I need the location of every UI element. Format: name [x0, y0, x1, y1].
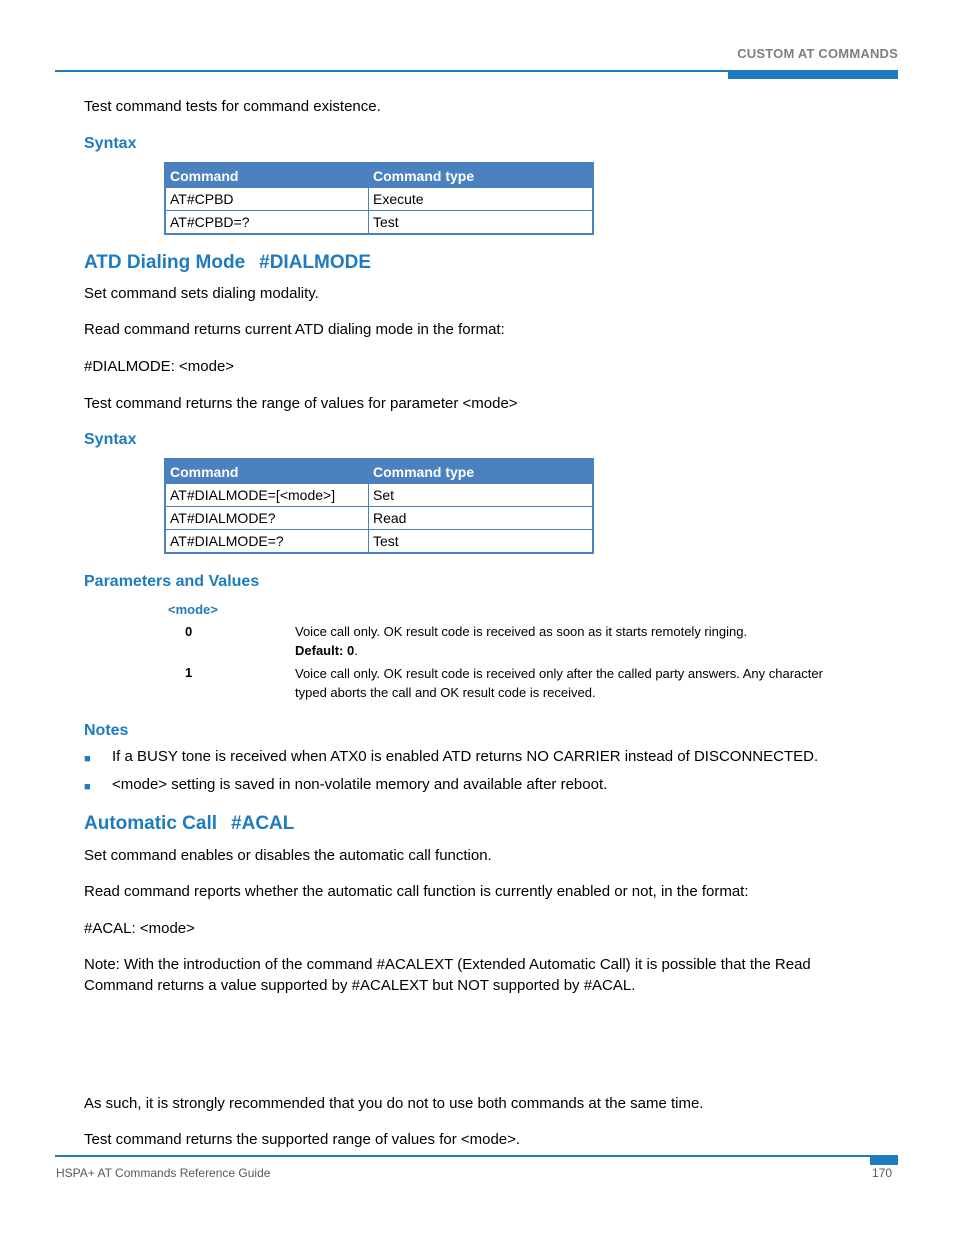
- syntax-table-dialmode: [164, 458, 594, 554]
- table-header-row: [165, 459, 593, 484]
- header-accent-block: [728, 70, 898, 79]
- parameter-default-label: Default: 0: [295, 643, 355, 658]
- acal-set-description: Set command enables or disables the automatic call function.: [84, 847, 492, 864]
- table-row: [165, 484, 593, 507]
- acal-title-text: Automatic Call: [84, 813, 218, 834]
- syntax-heading-1: Syntax: [84, 135, 137, 152]
- table-cell-type: Test: [369, 530, 594, 554]
- table-cell-type: Test: [369, 211, 594, 235]
- notes-heading: Notes: [84, 722, 129, 739]
- table-cell-command: AT#DIALMODE?: [165, 507, 369, 530]
- column-header-command: Command: [165, 163, 369, 188]
- acal-title-command: #ACAL: [231, 813, 295, 834]
- acal-note-line-1: Note: With the introduction of the command #ACALEXT (Extended Automatic Call) it is possible that the Read: [84, 956, 811, 973]
- acal-test-description: Test command returns the supported range of values for <mode>.: [84, 1131, 521, 1148]
- acal-note-line-2: Command returns a value supported by #ACALEXT but NOT supported by #ACAL.: [84, 977, 636, 994]
- column-header-command-type: Command type: [369, 459, 594, 484]
- column-header-command-type: Command type: [369, 163, 594, 188]
- parameter-description: Voice call only. OK result code is received only after the called party answers. Any character typed aborts the call and OK result code is received.: [295, 666, 823, 700]
- table-cell-type: Execute: [369, 188, 594, 211]
- intro-test-line: Test command tests for command existence.: [84, 98, 381, 115]
- footer-document-title: HSPA+ AT Commands Reference Guide: [56, 1166, 271, 1180]
- parameter-default-suffix: .: [354, 643, 358, 658]
- table-row: [165, 530, 593, 554]
- table-row: [165, 211, 593, 235]
- dialmode-set-description: Set command sets dialing modality.: [84, 285, 319, 302]
- bullet-icon: ■: [84, 753, 91, 765]
- table-cell-type: Set: [369, 484, 594, 507]
- table-cell-command: AT#CPBD: [165, 188, 369, 211]
- dialmode-read-description: Read command returns current ATD dialing mode in the format:: [84, 321, 505, 338]
- parameter-default: [295, 641, 835, 660]
- parameters-heading: Parameters and Values: [84, 573, 260, 590]
- footer-page-number: 170: [871, 1166, 892, 1180]
- parameter-value: 1: [185, 665, 193, 680]
- dialmode-test-description: Test command returns the range of values for parameter <mode>: [84, 395, 518, 412]
- dialmode-title-text: ATD Dialing Mode: [84, 252, 246, 273]
- note-item: <mode> setting is saved in non-volatile memory and available after reboot.: [112, 776, 608, 793]
- column-header-command: Command: [165, 459, 369, 484]
- table-cell-type: Read: [369, 507, 594, 530]
- parameter-name: <mode>: [168, 602, 218, 617]
- table-cell-command: AT#DIALMODE=[<mode>]: [165, 484, 369, 507]
- footer-rule: [55, 1155, 898, 1157]
- footer-accent-block: [870, 1155, 898, 1165]
- parameter-description: [295, 622, 835, 660]
- table-cell-command: AT#CPBD=?: [165, 211, 369, 235]
- parameter-description-text: Voice call only. OK result code is received as soon as it starts remotely ringing.: [295, 624, 748, 639]
- syntax-heading-2: Syntax: [84, 431, 137, 448]
- acal-read-description: Read command reports whether the automatic call function is currently enabled or not, in the format:: [84, 883, 749, 900]
- parameter-value: 0: [185, 624, 193, 639]
- table-row: [165, 507, 593, 530]
- syntax-table-cpbd: [164, 162, 594, 235]
- dialmode-read-format: #DIALMODE: <mode>: [84, 358, 235, 375]
- table-header-row: [165, 163, 593, 188]
- dialmode-title-command: #DIALMODE: [259, 252, 372, 273]
- table-cell-command: AT#DIALMODE=?: [165, 530, 369, 554]
- acal-recommendation: As such, it is strongly recommended that you do not to use both commands at the same time.: [84, 1095, 704, 1112]
- section-header-title: CUSTOM AT COMMANDS: [737, 46, 898, 61]
- note-item: If a BUSY tone is received when ATX0 is enabled ATD returns NO CARRIER instead of DISCONNECTED.: [112, 748, 819, 765]
- table-row: [165, 188, 593, 211]
- dialmode-section-title: [84, 252, 371, 274]
- acal-read-format: #ACAL: <mode>: [84, 920, 195, 937]
- bullet-icon: ■: [84, 781, 91, 793]
- acal-section-title: [84, 813, 294, 835]
